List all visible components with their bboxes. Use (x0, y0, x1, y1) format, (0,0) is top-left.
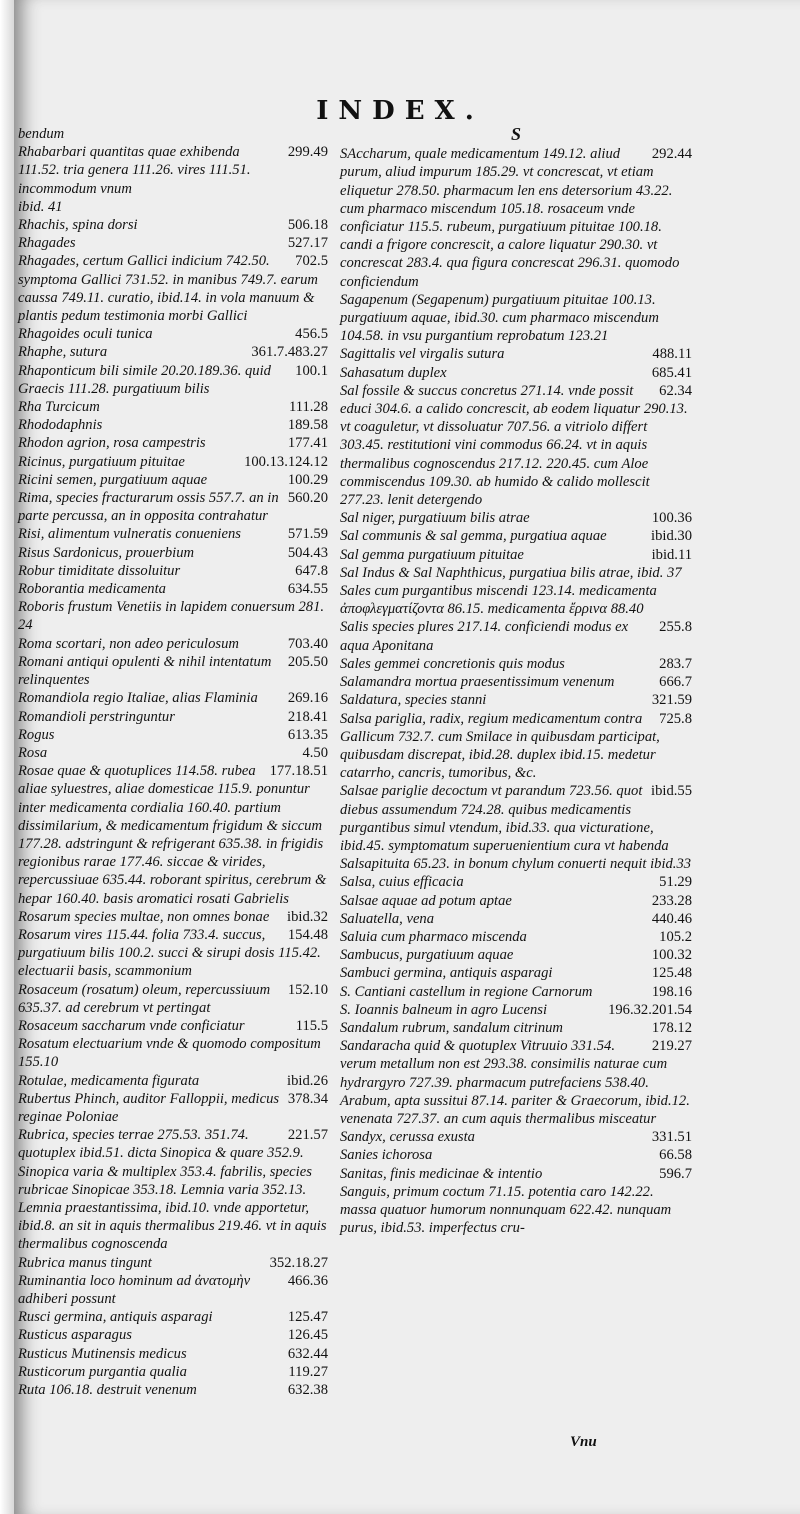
entry-text: Roma scortari, non adeo periculosum (18, 635, 239, 652)
entry-text: Rhodon agrion, rosa campestris (18, 435, 206, 452)
entry-text: Rubertus Phinch, auditor Falloppii, medicus reginae Poloniae (18, 1090, 280, 1125)
index-entry (18, 708, 328, 726)
entry-page-ref: 634.55 (287, 581, 328, 598)
entry-page-ref: 154.48 (287, 926, 328, 943)
entry-text: Sagittalis vel virgalis sutura (340, 346, 505, 363)
entry-page-ref: 506.18 (287, 217, 328, 234)
entry-text: Risi, alimentum vulneratis conueniens (18, 526, 241, 543)
index-entry (340, 345, 692, 363)
index-entry (18, 325, 328, 343)
entry-text: Rosatum electuarium vnde & quomodo compositum 155.10 (18, 1036, 321, 1071)
index-entry (18, 689, 328, 707)
entry-page-ref: ibid.11 (651, 546, 692, 563)
entry-text: Robur timiditate dissoluitur (18, 562, 181, 579)
entry-page-ref: 178.12 (651, 1019, 692, 1036)
entry-text: Sagapenum (Segapenum) purgatiuum pituitae 100.13. purgatiuum aquae, ibid.30. cum pharmaco miscendum 104.58. in vsu purgantium reprobatum 123.21 (340, 291, 659, 345)
index-entry (18, 343, 328, 361)
entry-text: S. Cantiani castellum in regione Carnorum (340, 983, 593, 1000)
index-entry (340, 527, 692, 545)
entry-page-ref: 331.51 (651, 1129, 692, 1146)
entry-page-ref: 62.34 (659, 382, 692, 399)
index-entry (340, 1165, 692, 1183)
index-entry (18, 1017, 328, 1035)
entry-page-ref: 218.41 (287, 708, 328, 725)
index-entry (340, 691, 692, 709)
index-column-right (340, 125, 692, 1237)
index-entry (340, 509, 692, 527)
entry-page-ref: 66.58 (659, 1147, 692, 1164)
entry-page-ref: 466.36 (287, 1272, 328, 1289)
entry-page-ref: 725.8 (659, 710, 692, 727)
index-entry (18, 1272, 328, 1308)
index-entry (18, 726, 328, 744)
entry-text: Salsae aquae ad potum aptae (340, 892, 512, 909)
entry-text: Rhagoides oculi tunica (18, 326, 153, 343)
entry-text: Sal Indus & Sal Naphthicus, purgatiua bilis atrae, ibid. 37 (340, 564, 682, 581)
index-entry (340, 655, 692, 673)
entry-page-ref: 119.27 (288, 1363, 328, 1380)
index-entry (340, 946, 692, 964)
entry-text: Rhagades, certum Gallici indicium 742.50. symptoma Gallici 731.52. in manibus 749.7. earum caussa 749.11. curatio, ibid.14. in vola manuum & plantis pedum testimonia morbi Gallici (18, 253, 318, 325)
entry-text: Ruta 106.18. destruit venenum (18, 1382, 197, 1399)
entry-text: Rhabarbari quantitas quae exhibenda 111.52. tria genera 111.26. vires 111.51. incommodum vnum (18, 144, 251, 197)
entry-page-ref: 177.18.51 (269, 763, 328, 780)
entry-page-ref: 125.48 (651, 965, 692, 982)
entry-text: Roboris frustum Venetiis in lapidem conuersum 281. 24 (18, 599, 325, 634)
entry-page-ref: 177.41 (287, 435, 328, 452)
entry-text: Romani antiqui opulenti & nihil intentatum relinquentes (18, 653, 272, 689)
entry-text: Rima, species fracturarum ossis 557.7. an in parte percussa, an in opposita contrahatur (18, 490, 279, 525)
index-entry (18, 1308, 328, 1326)
entry-text: Rosaceum saccharum vnde conficiatur (18, 1017, 245, 1034)
index-entry (18, 252, 328, 325)
index-entry (18, 598, 328, 634)
entry-text: Rhododaphnis (18, 417, 103, 434)
entry-page-ref: 352.18.27 (269, 1254, 328, 1271)
entry-text: Sal gemma purgatiuum pituitae (340, 546, 524, 563)
entry-page-ref: 361.7.483.27 (251, 344, 328, 361)
entry-page-ref: 571.59 (287, 526, 328, 543)
index-entry (18, 562, 328, 580)
entry-text: Salsae pariglie decoctum vt parandum 723.56. quot diebus assumendum 724.28. quibus medicamentis purgantibus simul vtendum, ibid.33. qua victuratione, ibid.45. symptomatum superuenientium cura vt habenda (340, 783, 669, 854)
entry-page-ref: ibid.30 (651, 528, 692, 545)
entry-text: Salis species plures 217.14. conficiendi modus ex aqua Aponitana (340, 619, 629, 654)
index-entry (18, 908, 328, 926)
index-entry (340, 782, 692, 855)
entry-text: Sal niger, purgatiuum bilis atrae (340, 510, 530, 527)
index-entry (18, 981, 328, 1017)
entry-text: Sales gemmei concretionis quis modus (340, 655, 565, 672)
index-entry (340, 855, 692, 873)
entry-page-ref: 703.40 (287, 635, 328, 652)
entry-page-ref: 105.2 (659, 928, 692, 945)
index-entry (18, 1126, 328, 1253)
section-letter: S (510, 124, 521, 144)
index-entry (18, 398, 328, 416)
entry-text: Rosarum species multae, non omnes bonae (18, 908, 270, 925)
entry-text: Rubrica, species terrae 275.53. 351.74. quotuplex ibid.51. dicta Sinopica & quare 352.9. Sinopica varia & multiplex 353.4. fabrilis, species rubricae Sinopicae 353.18. Lemnia varia 352.13. Lemnia praestantissima, ibid.10. vnde apportetur, ibid.8. an sit in aquis thermalibus 219.46. vt in aquis thermalibus cognoscenda (18, 1127, 327, 1253)
entry-text: Ricinus, purgatiuum pituitae (18, 453, 185, 470)
index-entry (18, 1345, 328, 1363)
index-entry (340, 910, 692, 928)
entry-text: Rosae quae & quotuplices 114.58. rubea aliae syluestres, aliae domesticae 115.9. ponuntur inter medicamenta cordialia 160.40. partium dissimilarium, & medicamentum frigidum & siccum 177.28. adstringunt & refrigerant 635.38. in frigidis regionibus rarae 177.46. siccae & virides, repercussiuae 635.44. roborant spiritus, cerebrum & hepar 160.40. basis aromatici rosati Gabrielis (18, 763, 327, 907)
entry-page-ref: 613.35 (287, 726, 328, 743)
entry-text: Sandalum rubrum, sandalum citrinum (340, 1019, 563, 1036)
entry-page-ref: 196.32.201.54 (608, 1001, 692, 1018)
index-entry (18, 362, 328, 398)
entry-page-ref: 378.34 (287, 1090, 328, 1107)
entry-page-ref: 233.28 (651, 892, 692, 909)
entry-page-ref: 100.36 (651, 510, 692, 527)
entry-text: Sanguis, primum coctum 71.15. potentia caro 142.22. massa quatuor humorum nonnunquam 622.42. nunquam purus, ibid.53. imperfectus cru- (340, 1183, 672, 1237)
entry-text: Sal communis & sal gemma, purgatiua aquae (340, 528, 607, 545)
entry-page-ref: 488.11 (652, 346, 692, 363)
page-gutter (0, 0, 14, 1514)
entry-text: Ricini semen, purgatiuum aquae (18, 471, 208, 488)
index-entry (340, 1019, 692, 1037)
index-entry (18, 525, 328, 543)
entry-text: Rusticorum purgantia qualia (18, 1363, 187, 1380)
index-entry (18, 762, 328, 908)
entry-page-ref: 111.28 (288, 399, 328, 416)
index-entry (340, 1146, 692, 1164)
entry-text: Salsa, cuius efficacia (340, 874, 464, 891)
entry-page-ref: 456.5 (295, 326, 328, 343)
entry-page-ref: 269.16 (287, 690, 328, 707)
index-entry (18, 635, 328, 653)
entry-page-ref: ibid.32 (287, 908, 328, 925)
index-entry (340, 364, 692, 382)
entry-page-ref: 685.41 (651, 364, 692, 381)
index-entry (18, 1363, 328, 1381)
index-entry (18, 1326, 328, 1344)
index-entry (340, 1037, 692, 1128)
entry-text: Sandyx, cerussa exusta (340, 1129, 475, 1146)
index-entry (340, 382, 692, 509)
entry-page-ref: 255.8 (659, 619, 692, 636)
entry-text: Salsapituita 65.23. in bonum chylum conuerti nequit ibid.33 (340, 856, 692, 873)
index-entry (340, 964, 692, 982)
index-entry (18, 653, 328, 689)
index-entry (340, 564, 692, 582)
entry-text: Saldatura, species stanni (340, 692, 487, 709)
entry-text: Rha Turcicum (18, 399, 100, 416)
entry-page-ref: 126.45 (287, 1327, 328, 1344)
index-entry (18, 544, 328, 562)
entry-page-ref: 100.29 (287, 471, 328, 488)
entry-text: Rotulae, medicamenta figurata (18, 1072, 200, 1089)
entry-text: Roborantia medicamenta (18, 581, 166, 598)
entry-text: Sahasatum duplex (340, 364, 447, 381)
index-entry (340, 1128, 692, 1146)
entry-page-ref: 152.10 (287, 981, 328, 998)
index-entry (18, 926, 328, 981)
entry-page-ref: 666.7 (659, 674, 692, 691)
index-entry (18, 453, 328, 471)
entry-page-ref: 292.44 (651, 146, 692, 163)
entry-page-ref: 115.5 (295, 1017, 328, 1034)
entry-text: Rusci germina, antiquis asparagi (18, 1309, 213, 1326)
entry-page-ref: 205.50 (287, 653, 328, 670)
entry-text: Romandiola regio Italiae, alias Flaminia (18, 690, 258, 707)
entry-text: Sales cum purgantibus miscendi 123.14. medicamenta ἀποφλεγματίζοντα 86.15. medicamenta ἔρρινα 88.40 (340, 583, 657, 618)
entry-text: Rhachis, spina dorsi (18, 217, 138, 234)
entry-text: Risus Sardonicus, prouerbium (18, 544, 195, 561)
entry-text: Rhagades (18, 235, 76, 252)
entry-page-ref: 632.38 (287, 1382, 328, 1399)
index-entry (340, 892, 692, 910)
entry-page-ref: 100.1 (295, 362, 328, 379)
index-entry (340, 1001, 692, 1019)
entry-text: Rhaponticum bili simile 20.20.189.36. quid Graecis 111.28. purgatiuum bilis (18, 362, 271, 397)
entry-text: Rosa (18, 744, 48, 761)
entry-page-ref: 125.47 (287, 1309, 328, 1326)
entry-page-ref: 299.49 (287, 144, 328, 161)
index-entry (18, 216, 328, 234)
entry-page-ref: 198.16 (651, 983, 692, 1000)
entry-page-ref: 100.32 (651, 947, 692, 964)
entry-page-ref: 647.8 (295, 562, 328, 579)
index-entry (18, 471, 328, 489)
index-entry (18, 744, 328, 762)
index-entry (18, 1381, 328, 1399)
index-entry (18, 234, 328, 252)
entry-page-ref: 219.27 (651, 1038, 692, 1055)
index-entry (18, 580, 328, 598)
entry-page-ref: ibid.55 (651, 783, 692, 800)
index-entry (340, 145, 692, 291)
entry-page-ref: 596.7 (659, 1165, 692, 1182)
index-entry (18, 416, 328, 434)
index-entry (340, 1183, 692, 1238)
entry-text: bendum (18, 126, 65, 142)
entry-text: Sambucus, purgatiuum aquae (340, 947, 514, 964)
entry-page-ref: 51.29 (659, 874, 692, 891)
index-entry (340, 546, 692, 564)
entry-text: Rhaphe, sutura (18, 344, 108, 361)
entry-text: Romandioli perstringuntur (18, 708, 175, 725)
entry-text: Sandaracha quid & quotuplex Vitruuio 331.54. verum metallum non est 293.38. consimilis naturae cum hydrargyro 727.39. pharmacum putrefaciens 538.40. Arabum, apta sussitui 87.14. pariter & Graecorum, ibid.12. venenata 727.37. an cum aquis thermalibus misceatur (340, 1038, 690, 1127)
entry-page-ref: 504.43 (287, 544, 328, 561)
entry-page-ref: 221.57 (287, 1127, 328, 1144)
entry-page-ref: 283.7 (659, 655, 692, 672)
entry-text: Salsa pariglia, radix, regium medicamentum contra Gallicum 732.7. cum Smilace in quibusdam participat, quibusdam discrepat, ibid.28. duplex ibid.15. medetur catarrho, cancris, tumoribus, &c. (340, 710, 660, 782)
entry-text: Saluia cum pharmaco miscenda (340, 928, 527, 945)
entry-text: Rusticus asparagus (18, 1327, 132, 1344)
entry-text: Sal fossile & succus concretus 271.14. vnde possit educi 304.6. a calido concrescit, ab eodem liquatur 290.13. vt coaguletur, vt dissoluatur 707.56. a vitriolo differt 303.45. restitutioni vini commodus 66.24. vt in aquis thermalibus cognoscendus 217.12. 220.45. cum Aloe commiscendus 109.30. ab humido & calido mollescit 277.23. lenit detergendo (340, 382, 688, 509)
entry-page-ref: 527.17 (287, 235, 328, 252)
index-entry (18, 143, 328, 198)
entry-text: S. Ioannis balneum in agro Lucensi (340, 1001, 548, 1018)
index-entry (18, 1090, 328, 1126)
index-entry (340, 673, 692, 691)
entry-page-ref: 560.20 (287, 490, 328, 507)
entry-text: Rogus (18, 726, 55, 743)
entry-text: Salamandra mortua praesentissimum venenum (340, 674, 615, 691)
index-entry (18, 489, 328, 525)
index-entry (18, 1254, 328, 1272)
entry-text: Rusticus Mutinensis medicus (18, 1345, 187, 1362)
page-title: INDEX. (316, 96, 484, 126)
entry-page-ref: 4.50 (302, 744, 328, 761)
index-entry (340, 618, 692, 654)
index-column-left (18, 125, 328, 1399)
entry-page-ref: 321.59 (651, 692, 692, 709)
index-entry (340, 291, 692, 346)
entry-text: Saluatella, vena (340, 910, 435, 927)
entry-page-ref: 702.5 (295, 253, 328, 270)
entry-text: Sanies ichorosa (340, 1147, 433, 1164)
entry-text: Rubrica manus tingunt (18, 1254, 152, 1271)
index-entry (340, 983, 692, 1001)
index-entry (340, 582, 692, 618)
entry-page-ref: 189.58 (287, 417, 328, 434)
index-entry (340, 928, 692, 946)
index-entry (18, 125, 328, 143)
entry-text: Sanitas, finis medicinae & intentio (340, 1165, 543, 1182)
entry-page-ref: 440.46 (651, 910, 692, 927)
entry-text: SAccharum, quale medicamentum 149.12. aliud purum, aliud impurum 185.29. vt concrescat, vt etiam eliquetur 278.50. pharmacum len ens detersorium 43.22. cum pharmaco miscendum 105.18. rosaceum vnde conficiatur 115.5. rubeum, purgatiuum pituitae 100.18. candi a frigore concrescit, a calore liquatur 290.30. vt concrescat 283.4. qua figura concrescat 296.31. quomodo conficiendum (340, 146, 680, 290)
entry-page-ref: ibid.26 (287, 1072, 328, 1089)
entry-text: ibid. 41 (18, 198, 63, 215)
index-entry (18, 434, 328, 452)
catchword: Vnu (570, 1434, 597, 1450)
index-entry (18, 198, 328, 216)
entry-page-ref: 100.13.124.12 (244, 453, 328, 470)
index-entry (340, 873, 692, 891)
entry-page-ref: 632.44 (287, 1345, 328, 1362)
entry-text: Ruminantia loco hominum ad ἀνατομὴν adhiberi possunt (18, 1272, 251, 1307)
entry-text: Sambuci germina, antiquis asparagi (340, 965, 553, 982)
entry-text: Rosarum vires 115.44. folia 733.4. succus, purgatiuum bilis 100.2. succi & sirupi dosis 115.42. electuarii basis, scammonium (18, 926, 321, 980)
index-entry (340, 710, 692, 783)
index-entry (18, 1072, 328, 1090)
entry-text: Rosaceum (rosatum) oleum, repercussiuum 635.37. ad cerebrum vt pertingat (18, 981, 271, 1016)
index-entry (18, 1035, 328, 1071)
